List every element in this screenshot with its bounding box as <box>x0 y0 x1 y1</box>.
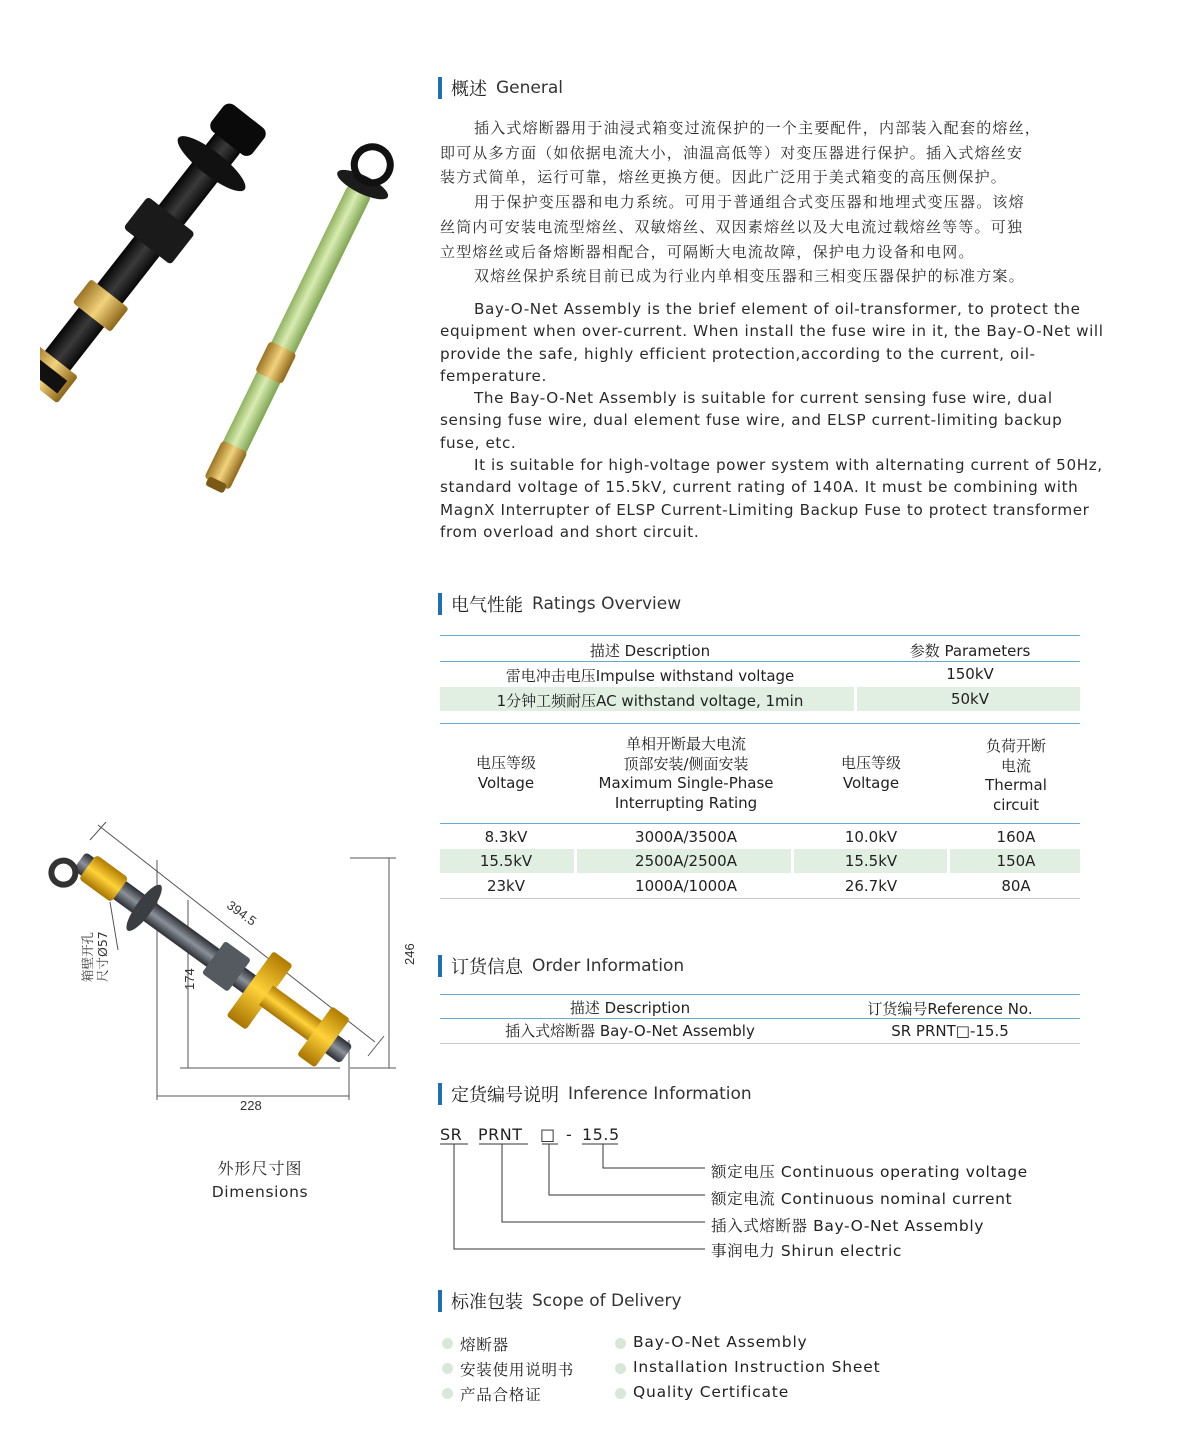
table-cell: 150kV <box>946 665 994 683</box>
table-header-parameters: 参数 Parameters <box>909 642 1031 660</box>
table-header-interrupting <box>572 735 800 813</box>
legend-voltage: 额定电压 Continuous operating voltage <box>711 1163 1028 1181</box>
dimensions-caption-en: Dimensions <box>211 1183 309 1201</box>
dimension-drawing <box>40 810 420 1120</box>
code-part-prnt: PRNT <box>478 1125 523 1144</box>
header-line: 顶部安装/侧面安装 <box>623 754 749 773</box>
table-header-description: 描述 Description <box>589 642 711 660</box>
section-title-cn: 电气性能 <box>451 595 523 616</box>
table-rule <box>440 661 1080 662</box>
table-rule <box>440 898 1080 899</box>
text-line: Bay-O-Net Assembly is the brief element of oil-transformer, to protect the <box>474 300 1081 318</box>
bullet-dot <box>442 1388 453 1399</box>
header-line: 电压等级 <box>475 754 536 772</box>
header-line: Voltage <box>842 773 900 792</box>
legend-company: 事润电力 Shirun electric <box>711 1242 903 1260</box>
header-line: 电流 <box>1000 756 1031 775</box>
text-line: provide the safe, highly efficient protection,according to the current, oil- <box>440 344 1036 363</box>
section-marker <box>438 1290 442 1312</box>
table-cell: 15.5kV <box>479 852 533 870</box>
header-line: 负荷开断 <box>985 737 1046 755</box>
table-rule <box>440 635 1080 636</box>
text-line: from overload and short circuit. <box>440 522 700 541</box>
section-title-en: Scope of Delivery <box>532 1291 682 1311</box>
header-line: circuit <box>992 795 1040 814</box>
table-header-thermal <box>942 737 1090 815</box>
text-line: 用于保护变压器和电力系统。可用于普通组合式变压器和地埋式变压器。该熔 <box>474 193 1025 212</box>
legend-current: 额定电流 Continuous nominal current <box>711 1190 1013 1208</box>
text-line: femperature. <box>440 366 547 385</box>
fuse-cartridge-tube <box>189 136 405 501</box>
section-title-en: Ratings Overview <box>532 594 682 614</box>
table-cell: 雷电冲击电压Impulse withstand voltage <box>505 667 795 685</box>
table-rule <box>440 823 1080 824</box>
table-rule <box>440 1018 1080 1019</box>
text-line: The Bay-O-Net Assembly is suitable for current sensing fuse wire, dual <box>474 389 1053 408</box>
table-rule <box>440 994 1080 995</box>
table-cell: 插入式熔断器 Bay-O-Net Assembly <box>505 1022 755 1040</box>
bullet-dot <box>615 1363 626 1374</box>
table-cell: 3000A/3500A <box>635 828 737 846</box>
bullet-dot <box>615 1338 626 1349</box>
text-line: MagnX Interrupter of ELSP Current-Limiting Backup Fuse to protect transformer <box>440 500 1090 519</box>
hole-label-1: 箱壁开孔 <box>80 931 95 982</box>
table-cell: 26.7kV <box>844 877 898 895</box>
table-rule <box>440 1043 1080 1044</box>
section-title-cn: 定货编号说明 <box>451 1085 559 1106</box>
dim-height-label: 246 <box>402 943 417 965</box>
hole-label-2: 尺寸Ø57 <box>95 931 110 982</box>
table-cell: 23kV <box>486 877 526 895</box>
section-title-cn: 标准包装 <box>451 1292 523 1313</box>
code-part-voltage: 15.5 <box>582 1125 620 1144</box>
table-cell: SR PRNT□-15.5 <box>891 1022 1009 1040</box>
delivery-item-cn: 熔断器 <box>460 1336 509 1354</box>
table-cell: 10.0kV <box>844 828 898 846</box>
text-line: equipment when over-current. When install the fuse wire in it, the Bay-O-Net will <box>440 322 1104 341</box>
table-cell: 8.3kV <box>484 828 528 846</box>
delivery-item-en: Bay-O-Net Assembly <box>633 1333 808 1351</box>
header-line: Thermal <box>985 776 1047 794</box>
text-line: 即可从多方面（如依据电流大小，油温高低等）对变压器进行保护。插入式熔丝安 <box>440 143 1024 162</box>
section-marker <box>438 593 442 615</box>
table-header-voltage-2 <box>800 754 942 793</box>
table-rule <box>440 723 1080 724</box>
code-legend-lines <box>440 1140 720 1260</box>
text-line: 立型熔丝或后备熔断器相配合，可隔断大电流故障，保护电力设备和电网。 <box>440 242 975 261</box>
delivery-item-cn: 安装使用说明书 <box>460 1361 575 1379</box>
general-text-en <box>440 298 1104 543</box>
section-marker <box>438 1083 442 1105</box>
table-cell: 160A <box>996 828 1036 846</box>
text-line: 插入式熔断器用于油浸式箱变过流保护的一个主要配件，内部装入配套的熔丝， <box>474 119 1042 137</box>
section-header-general <box>438 76 563 100</box>
section-title-en: Order Information <box>532 956 685 976</box>
section-header-inference <box>438 1082 752 1106</box>
table-cell: 150A <box>996 852 1036 870</box>
section-header-order <box>438 954 684 978</box>
table-cell: 1000A/1000A <box>635 877 737 895</box>
text-line: 丝筒内可安装电流型熔丝、双敏熔丝、双因素熔丝以及大电流过载熔丝等等。可独 <box>440 217 1024 236</box>
header-line: Maximum Single-Phase <box>598 774 774 792</box>
section-title-en: Inference Information <box>568 1084 752 1104</box>
header-line: 电压等级 <box>840 754 901 772</box>
table-cell: 15.5kV <box>844 852 898 870</box>
bullet-dot <box>615 1388 626 1399</box>
header-line: Interrupting Rating <box>614 793 758 812</box>
delivery-item-en: Installation Instruction Sheet <box>633 1358 881 1376</box>
text-line: standard voltage of 15.5kV, current rating of 140A. It must be combining with <box>440 478 1079 497</box>
header-line: 单相开断最大电流 <box>625 735 746 753</box>
section-title-cn: 概述 <box>451 79 487 100</box>
dimensions-caption-cn: 外形尺寸图 <box>217 1159 303 1178</box>
header-line: Voltage <box>477 773 535 792</box>
legend-assembly: 插入式熔断器 Bay-O-Net Assembly <box>711 1217 985 1235</box>
delivery-item-cn: 产品合格证 <box>460 1386 542 1404</box>
table-header-voltage <box>440 754 572 793</box>
table-cell: 1分钟工频耐压AC withstand voltage, 1min <box>496 692 804 710</box>
text-line: sensing fuse wire, dual element fuse wire, and ELSP current-limiting backup <box>440 411 1063 430</box>
text-line: It is suitable for high-voltage power system with alternating current of 50Hz, <box>474 456 1103 475</box>
section-title-cn: 订货信息 <box>451 957 523 978</box>
table-cell: 80A <box>1001 877 1031 895</box>
fuse-holder-housing <box>40 91 282 414</box>
product-photo <box>40 80 420 510</box>
section-marker <box>438 77 442 99</box>
text-line: 双熔丝保护系统目前已成为行业内单相变压器和三相变压器保护的标准方案。 <box>474 267 1025 286</box>
section-header-delivery <box>438 1289 682 1313</box>
dim-width-label: 228 <box>240 1098 262 1113</box>
text-line: 装方式简单，运行可靠，熔丝更换方便。因此广泛用于美式箱变的高压侧保护。 <box>440 168 1008 187</box>
delivery-item-en: Quality Certificate <box>633 1383 790 1401</box>
bullet-dot <box>442 1363 453 1374</box>
code-part-sr: SR <box>440 1125 463 1144</box>
table-header-description: 描述 Description <box>569 999 691 1017</box>
table-header-reference: 订货编号Reference No. <box>867 1000 1033 1018</box>
table-cell: 2500A/2500A <box>635 852 737 870</box>
section-title-en: General <box>496 78 563 98</box>
dim-depth-label: 174 <box>182 968 197 990</box>
table-cell: 50kV <box>950 690 990 708</box>
section-header-ratings <box>438 592 681 616</box>
bullet-dot <box>442 1338 453 1349</box>
dim-length-label: 394.5 <box>224 897 260 929</box>
general-text-cn <box>440 116 1085 289</box>
text-line: fuse, etc. <box>440 433 517 452</box>
section-marker <box>438 955 442 977</box>
code-part-dash: - <box>566 1125 573 1144</box>
code-part-box: □ <box>540 1125 556 1144</box>
